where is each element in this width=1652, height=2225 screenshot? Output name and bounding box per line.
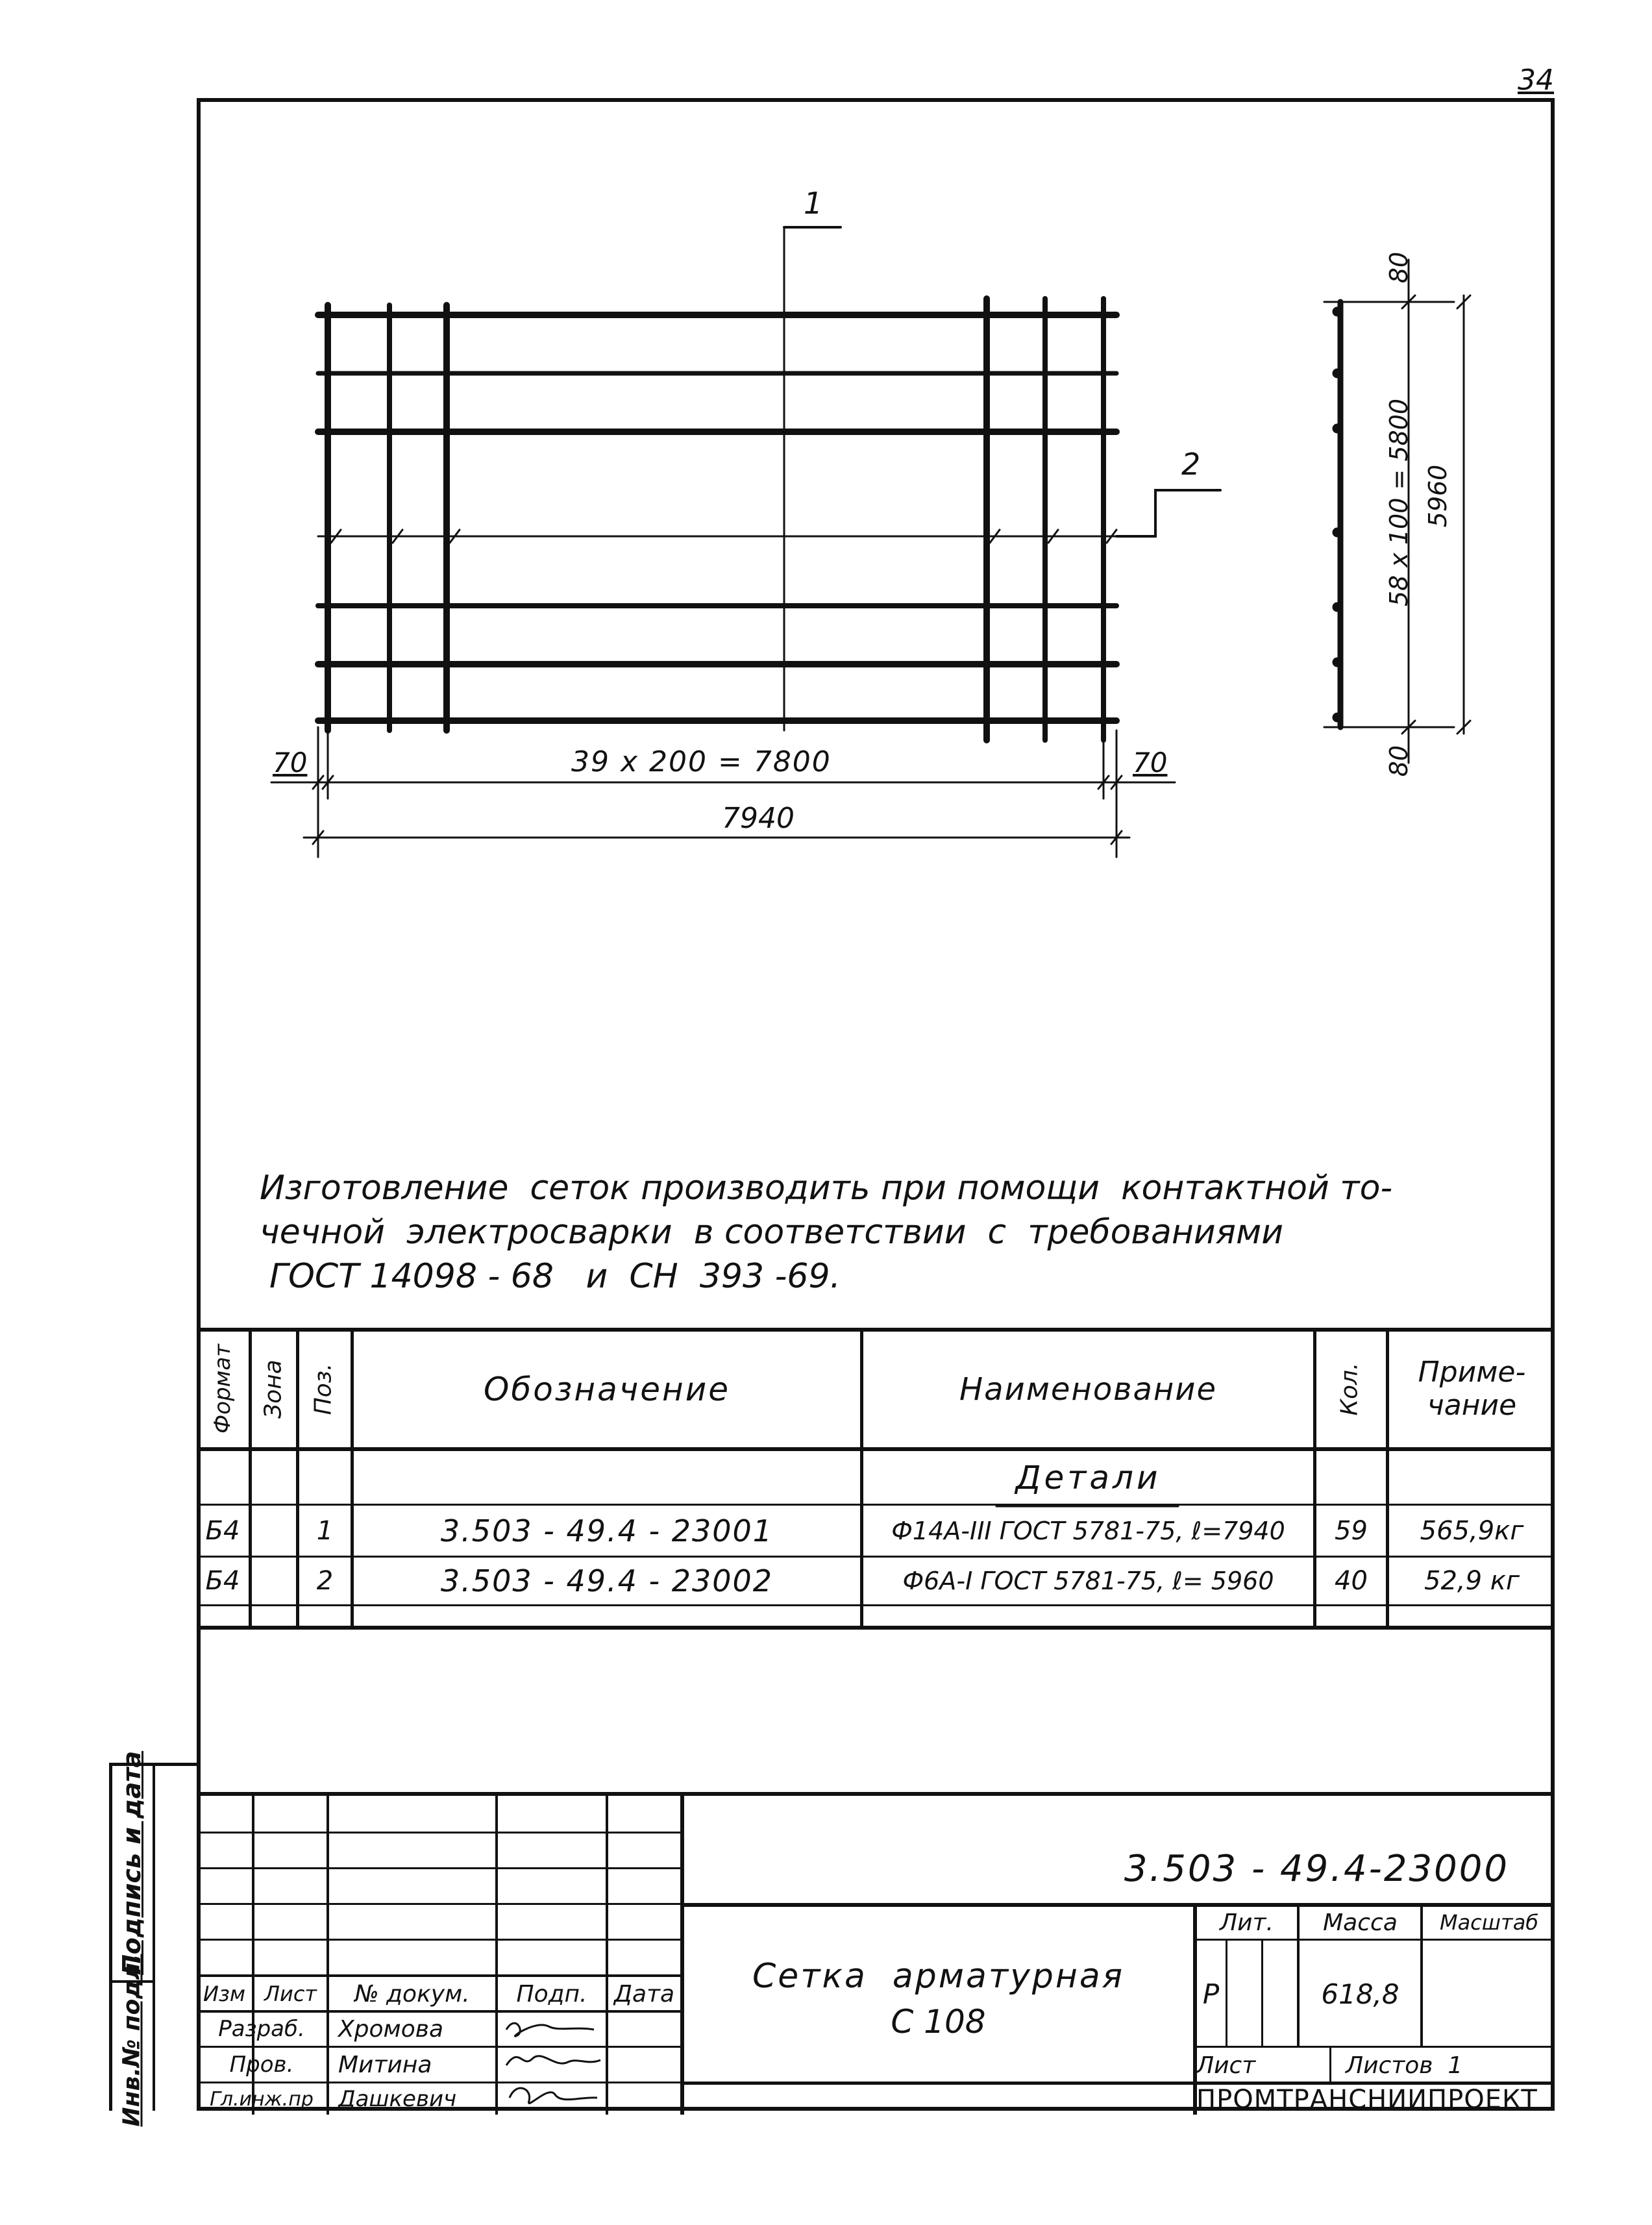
header-pos: Поз. (310, 1363, 337, 1415)
title-block (197, 1792, 1555, 2115)
sign-date-label: Подпись и дата (117, 1750, 146, 1975)
row1-note: 565,9кг (1420, 1515, 1524, 1546)
name-developer: Хромова (338, 2015, 443, 2043)
dim-span: 39 x 200 = 7800 (571, 745, 832, 778)
row1-designation: 3.503 - 49.4 - 23001 (440, 1513, 774, 1548)
page-number: 34 (1518, 64, 1554, 97)
role-developer: Разраб. (218, 2016, 305, 2042)
header-format: Формат (210, 1344, 236, 1434)
row1-format: Б4 (205, 1515, 240, 1546)
side-dim-total: 5960 (1424, 464, 1452, 528)
title-line-2: С 108 (891, 2002, 986, 2041)
drawing-code: 3.503 - 49.4-23000 (1124, 1848, 1509, 1890)
lit-label: Лит. (1220, 1909, 1274, 1936)
col-doc: № докум. (354, 1980, 470, 2007)
row1-qty: 59 (1335, 1515, 1368, 1546)
inv-no-label: Инв.№ подл. (118, 1954, 145, 2127)
side-dim-span: 58 x 100 = 5800 (1385, 398, 1413, 607)
header-zone: Зона (260, 1360, 287, 1419)
row2-designation: 3.503 - 49.4 - 23002 (440, 1563, 774, 1598)
mass-label: Масса (1323, 1909, 1398, 1936)
col-izm: Изм (203, 1982, 246, 2006)
role-checker: Пров. (229, 2052, 294, 2078)
side-dim-top-80: 80 (1385, 251, 1413, 284)
title-line-1: Сетка арматурная (752, 1956, 1125, 1996)
note-line-3: ГОСТ 14098 - 68 и СН 393 -69. (269, 1257, 841, 1296)
header-name: Наименование (959, 1371, 1217, 1408)
row1-pos: 1 (316, 1515, 334, 1546)
scale-label: Масштаб (1439, 1910, 1539, 1935)
sheet-label: Лист (1196, 2052, 1256, 2079)
leader-label-1: 1 (804, 186, 823, 221)
row2-qty: 40 (1335, 1566, 1368, 1596)
col-sign: Подп. (516, 1980, 587, 2007)
row2-note: 52,9 кг (1424, 1566, 1520, 1596)
leader-label-2: 2 (1181, 447, 1201, 482)
row2-name: Ф6А-I ГОСТ 5781-75, ℓ= 5960 (902, 1567, 1274, 1595)
organization: ПРОМТРАНСНИИПРОЕКТ (1196, 2085, 1538, 2115)
col-list: Лист (264, 1982, 317, 2006)
row2-pos: 2 (316, 1566, 334, 1596)
dim-left-70: 70 (273, 747, 308, 778)
side-stamp (109, 1750, 197, 2127)
header-designation: Обозначение (484, 1371, 730, 1408)
note-line-1: Изготовление сеток производить при помощи контактной то- (260, 1169, 1393, 1208)
signatures (497, 2007, 607, 2117)
row2-format: Б4 (205, 1566, 240, 1596)
row1-name: Ф14А-III ГОСТ 5781-75, ℓ=7940 (891, 1516, 1285, 1545)
dim-right-70: 70 (1133, 747, 1168, 778)
dim-total: 7940 (722, 802, 795, 835)
note-line-2: чечной электросварки в соответствии с требованиями (260, 1213, 1283, 1252)
role-chief-engineer: Гл.инж.пр (210, 2087, 314, 2111)
name-chief-engineer: Дашкевич (338, 2086, 457, 2112)
section-title: Детали (1015, 1458, 1161, 1497)
lit-value: Р (1202, 1978, 1220, 2010)
col-date: Дата (613, 1980, 675, 2007)
sheets-label: Листов 1 (1346, 2052, 1463, 2079)
header-qty: Кол. (1336, 1362, 1363, 1416)
name-checker: Митина (338, 2051, 432, 2078)
mass-value: 618,8 (1321, 1978, 1399, 2010)
header-note: Приме- чание (1418, 1356, 1526, 1422)
spec-table (197, 1328, 1555, 1630)
side-dim-bottom-80: 80 (1385, 745, 1413, 777)
